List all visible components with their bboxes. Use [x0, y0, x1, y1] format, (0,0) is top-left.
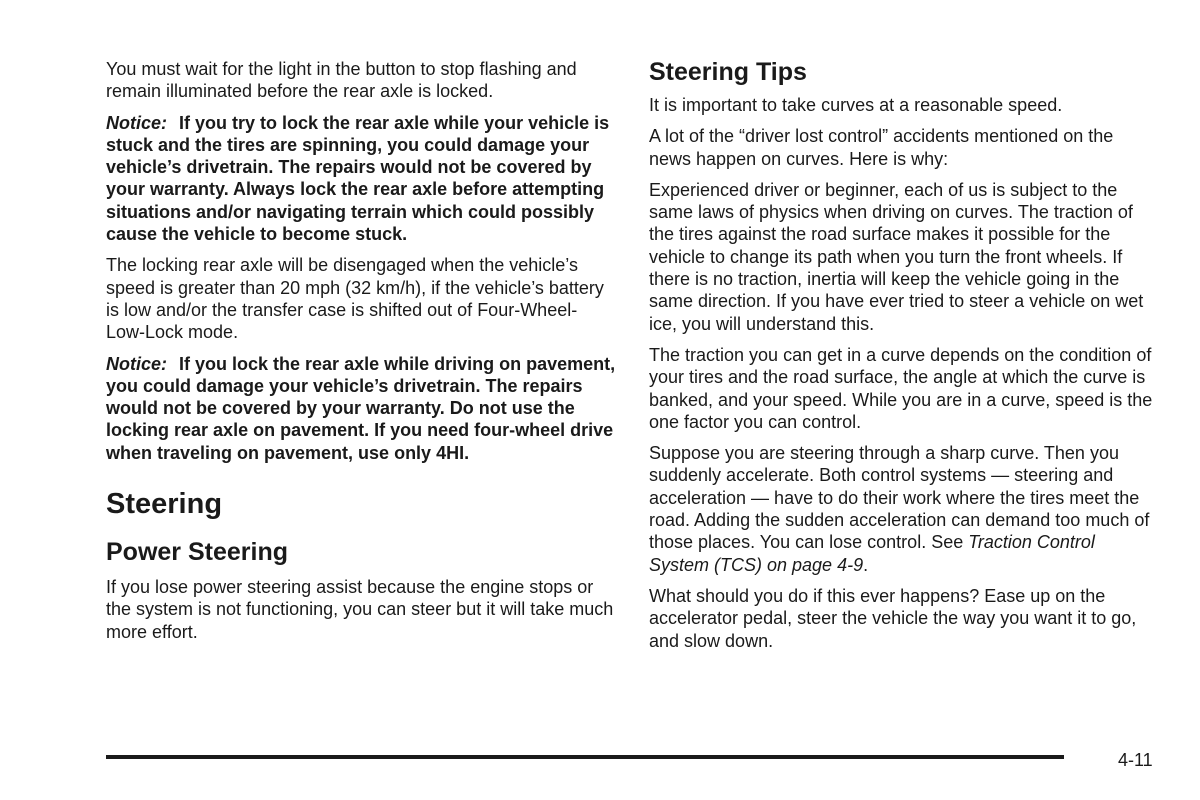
- steering-tips-heading: Steering Tips: [649, 58, 807, 86]
- notice-stuck-vehicle: [106, 112, 616, 246]
- sentence-end: .: [863, 554, 869, 575]
- notice-text: If you try to lock the rear axle while your vehicle is stuck and the tires are spinning, you could damage your vehicle’s drivetrain. The repairs would not be covered by your warranty. Always lock the rear axle before attempting situations and/or navigating terrain which could possibly cause the vehicle to become stuck.: [106, 112, 610, 245]
- rear-axle-wait-paragraph: You must wait for the light in the button to stop flashing and remain illuminated before the rear axle is locked.: [106, 59, 577, 102]
- right-column: [649, 56, 1159, 661]
- acceleration-text: Suppose you are steering through a sharp curve. Then you suddenly accelerate. Both control systems — steering and acceleration — have to do their work where the tires meet the road. Adding the sudden acceleration can demand too much of those places. You can lose control. See: [649, 443, 1150, 553]
- power-steering-heading: Power Steering: [106, 538, 288, 567]
- page-number: 4-11: [1118, 750, 1153, 770]
- physics-paragraph: Experienced driver or beginner, each of us is subject to the same laws of physics when driving on curves. The traction of the tires against the road surface makes it possible for the vehicle to change its path when you turn the front wheels. If there is no traction, inertia will keep the vehicle going in the same direction. If you have ever tried to steer a vehicle on wet ice, you will understand this.: [649, 179, 1144, 334]
- traction-paragraph: The traction you can get in a curve depends on the condition of your tires and the road surface, the angle at which the curve is banked, and your speed. While you are in a curve, speed is the one factor you can control.: [649, 344, 1153, 432]
- notice-pavement: [106, 353, 616, 464]
- axle-disengage-paragraph: The locking rear axle will be disengaged when the vehicle’s speed is greater than 20 mph (32 km/h), if the vehicle’s battery is low and/or the transfer case is shifted out of Four-Wheel-Low-Lock mode.: [106, 255, 604, 343]
- driver-lost-control-paragraph: A lot of the “driver lost control” accidents mentioned on the news happen on curves. Here is why:: [649, 126, 1114, 169]
- footer-rule: [106, 755, 1064, 759]
- left-column: [106, 58, 616, 652]
- notice-label: Notice:: [106, 112, 168, 133]
- acceleration-paragraph: [649, 442, 1159, 576]
- notice-text: If you lock the rear axle while driving on pavement, you could damage your vehicle’s drivetrain. The repairs would not be covered by your warranty. Do not use the locking rear axle on pavement. If you need four-wheel drive when traveling on pavement, use only 4HI.: [106, 353, 616, 463]
- tcs-reference-link[interactable]: Traction Control System (TCS) on page 4-9: [649, 532, 1095, 575]
- what-to-do-paragraph: What should you do if this ever happens? Ease up on the accelerator pedal, steer the vehicle the way you want it to go, and slow down.: [649, 585, 1137, 651]
- steering-heading: Steering: [106, 488, 223, 521]
- curves-speed-paragraph: It is important to take curves at a reasonable speed.: [649, 95, 1063, 115]
- power-steering-paragraph: If you lose power steering assist because the engine stops or the system is not functioning, you can steer but it will take much more effort.: [106, 577, 614, 642]
- notice-label: Notice:: [106, 353, 168, 374]
